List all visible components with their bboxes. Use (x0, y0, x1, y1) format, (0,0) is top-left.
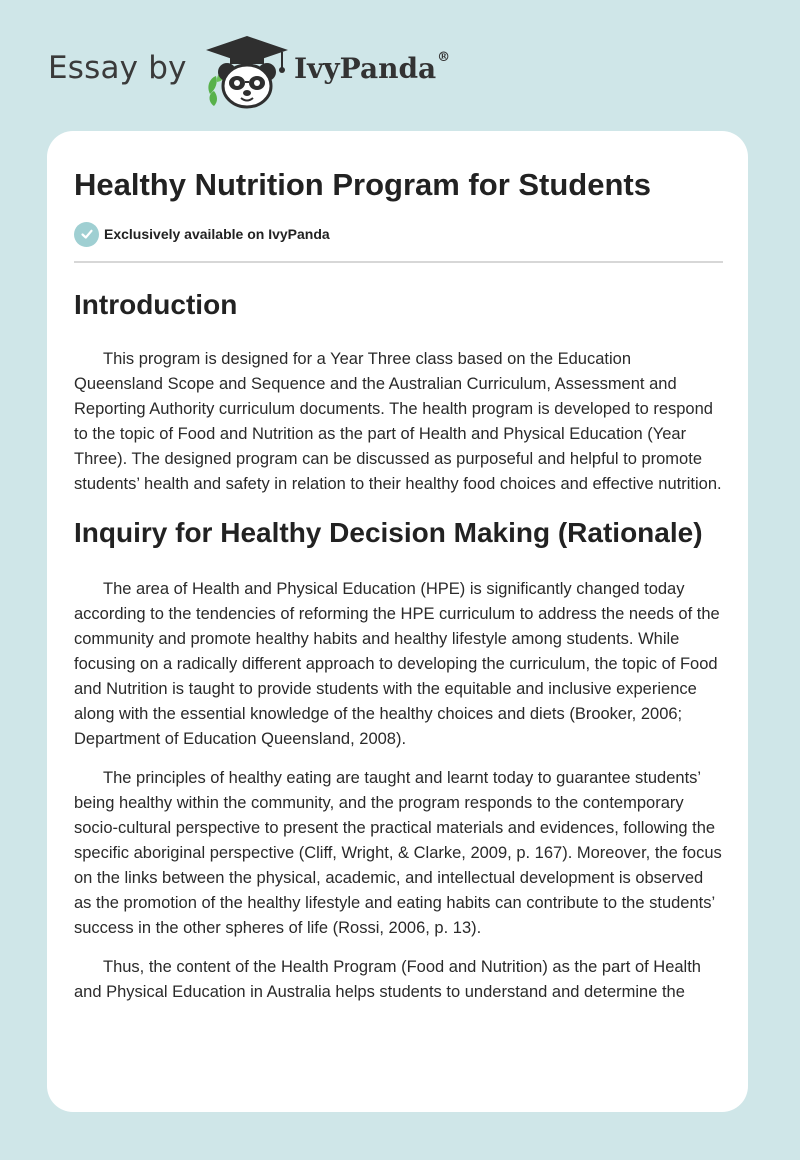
check-circle-icon (74, 222, 99, 247)
brand-name-text: IvyPanda (294, 52, 437, 85)
section-heading-introduction: Introduction (74, 289, 238, 320)
availability-row (74, 221, 723, 263)
brand-name[interactable] (294, 52, 450, 85)
availability-label: Exclusively available on IvyPanda (104, 226, 330, 242)
section-heading-rationale: Inquiry for Healthy Decision Making (Rationale) (74, 517, 703, 548)
brand-prefix: Essay by (48, 50, 187, 86)
paragraph: The area of Health and Physical Education (HPE) is significantly changed today according to the tendencies of reforming the HPE curriculum to address the needs of the community and promote healthy habits and healthy lifestyle among students. While focusing on a radically different approach to developing the curriculum, the topic of Food and Nutrition is taught to provide students with the equitable and inclusive experience along with the essential knowledge of the healthy choices and diets (Brooker, 2006; Department of Education Queensland, 2008). (74, 580, 720, 748)
essay-card (47, 131, 748, 1112)
registered-mark: ® (437, 50, 451, 65)
paragraph: Thus, the content of the Health Program (Food and Nutrition) as the part of Health and Physical Education in Australia helps students to understand and determine the (74, 958, 701, 1001)
panda-graduate-icon[interactable] (202, 34, 292, 110)
site-header (48, 34, 468, 110)
page-title: Healthy Nutrition Program for Students (74, 167, 651, 202)
paragraph: The principles of healthy eating are taught and learnt today to guarantee students’ being healthy within the community, and the program responds to the contemporary socio-cultural perspective to present the practical materials and evidences, following the specific aboriginal perspective (Cliff, Wright, & Clarke, 2009, p. 167). Moreover, the focus on the links between the physical, academic, and intellectual development is observed as the promotion of the healthy lifestyle and eating habits can contribute to the students’ success in the other spheres of life (Rossi, 2006, p. 13). (74, 769, 722, 937)
essay-content (74, 167, 723, 1005)
paragraph: This program is designed for a Year Three class based on the Education Queensland Scope and Sequence and the Australian Curriculum, Assessment and Reporting Authority curriculum documents. The health program is developed to respond to the topic of Food and Nutrition as the part of Health and Physical Education (Year Three). The designed program can be discussed as purposeful and helpful to promote students’ health and safety in relation to their healthy food choices and effective nutrition. (74, 350, 722, 493)
